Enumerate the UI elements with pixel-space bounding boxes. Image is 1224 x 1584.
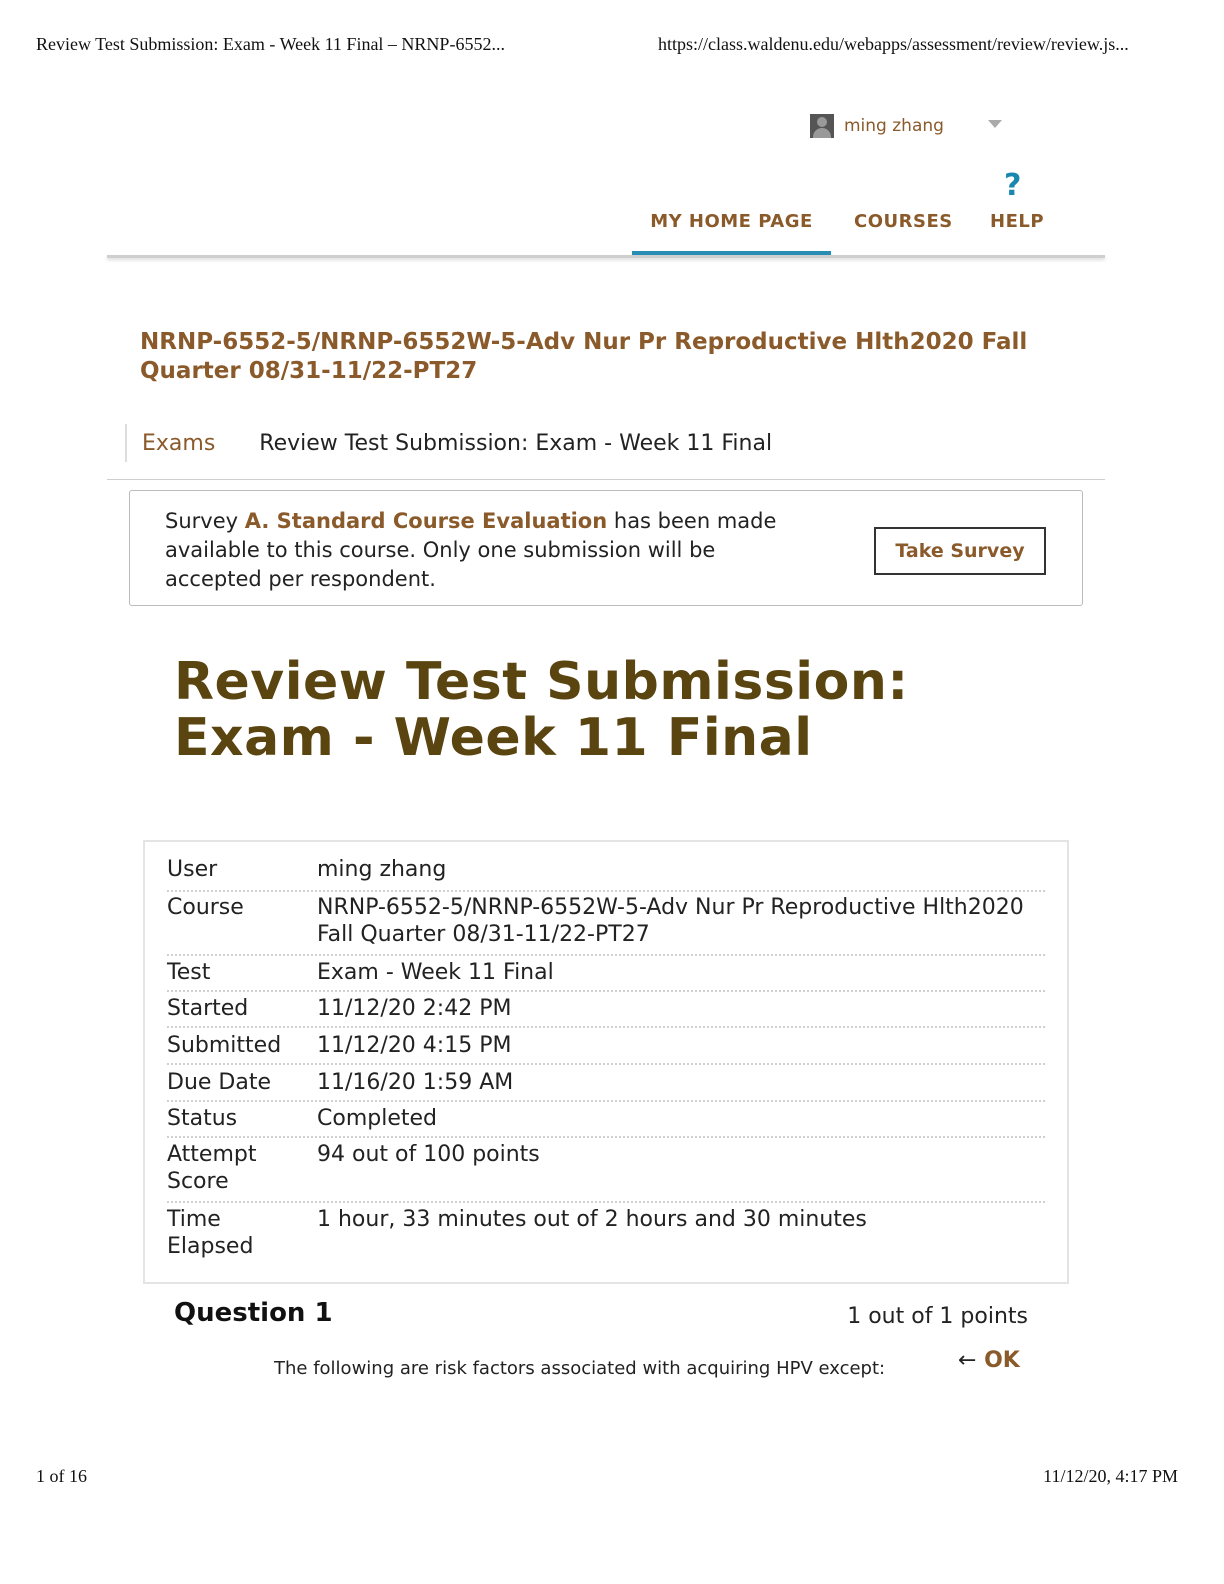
details-row-started (167, 995, 1045, 1028)
details-label: Submitted (167, 1033, 282, 1058)
nav-help[interactable]: HELP (990, 211, 1045, 232)
user-name: ming zhang (844, 116, 944, 136)
question-points: 1 out of 1 points (847, 1304, 1028, 1329)
survey-suffix: has been made available to this course. Only one submission will be accepted per respondent. (165, 509, 777, 591)
nav-divider (107, 255, 1105, 258)
page-title: Review Test Submission: Exam - Week 11 Final (174, 652, 909, 768)
chevron-down-icon[interactable] (988, 120, 1002, 128)
arrow-left-icon: ← (958, 1348, 977, 1373)
details-value: 11/16/20 1:59 AM (317, 1070, 514, 1095)
details-label: Attempt Score (167, 1142, 257, 1194)
breadcrumb-current: Review Test Submission: Exam - Week 11 Final (259, 430, 773, 456)
details-label: Status (167, 1106, 238, 1131)
details-value: Completed (317, 1106, 437, 1131)
question-ok-label: OK (984, 1348, 1020, 1373)
details-value: 11/12/20 4:15 PM (317, 1033, 512, 1058)
print-footer-datetime: 11/12/20, 4:17 PM (1043, 1466, 1178, 1486)
nav-courses[interactable]: COURSES (854, 211, 953, 232)
details-label: Course (167, 895, 244, 920)
print-header-url: https://class.waldenu.edu/webapps/assessment/review/review.js... (658, 34, 1129, 54)
question-text: The following are risk factors associated with acquiring HPV except: (274, 1358, 886, 1379)
top-nav (0, 205, 1224, 255)
details-label: Time Elapsed (167, 1207, 254, 1259)
details-row-time-elapsed (167, 1206, 1045, 1266)
print-header-title: Review Test Submission: Exam - Week 11 Final – NRNP-6552... (36, 34, 505, 54)
breadcrumb-exams[interactable]: Exams (142, 430, 216, 456)
help-question-icon[interactable]: ? (1004, 168, 1022, 203)
breadcrumb (125, 424, 772, 462)
details-row-submitted (167, 1032, 1045, 1065)
user-menu[interactable] (810, 114, 944, 138)
details-row-course (167, 894, 1045, 956)
avatar (810, 114, 834, 138)
nav-my-home-page[interactable]: MY HOME PAGE (650, 211, 813, 232)
survey-notice (129, 490, 1083, 606)
submission-details (143, 840, 1069, 1284)
details-value: ming zhang (317, 857, 447, 882)
details-row-user (167, 856, 1045, 892)
details-value: 11/12/20 2:42 PM (317, 996, 512, 1021)
details-value: NRNP-6552-5/NRNP-6552W-5-Adv Nur Pr Reproductive Hlth2020 Fall Quarter 08/31-11/22-PT27 (317, 895, 1024, 947)
details-value: 1 hour, 33 minutes out of 2 hours and 30 minutes (317, 1207, 867, 1232)
details-row-test (167, 959, 1045, 992)
details-value: 94 out of 100 points (317, 1142, 540, 1167)
details-label: Due Date (167, 1070, 271, 1095)
take-survey-button[interactable]: Take Survey (874, 527, 1046, 575)
survey-text (165, 507, 805, 594)
question-title: Question 1 (174, 1298, 333, 1328)
question-ok-marker (958, 1348, 1020, 1373)
details-value: Exam - Week 11 Final (317, 960, 554, 985)
print-footer-page: 1 of 16 (36, 1466, 87, 1486)
survey-link[interactable]: A. Standard Course Evaluation (244, 509, 608, 533)
details-label: User (167, 857, 218, 882)
course-title[interactable]: NRNP-6552-5/NRNP-6552W-5-Adv Nur Pr Reproductive Hlth2020 Fall Quarter 08/31-11/22-PT27 (140, 329, 1028, 384)
details-row-attempt-score (167, 1141, 1045, 1203)
survey-prefix: Survey (165, 509, 245, 533)
details-label: Test (167, 960, 211, 985)
details-row-due-date (167, 1069, 1045, 1102)
breadcrumb-divider (107, 479, 1105, 480)
details-label: Started (167, 996, 249, 1021)
details-row-status (167, 1105, 1045, 1138)
